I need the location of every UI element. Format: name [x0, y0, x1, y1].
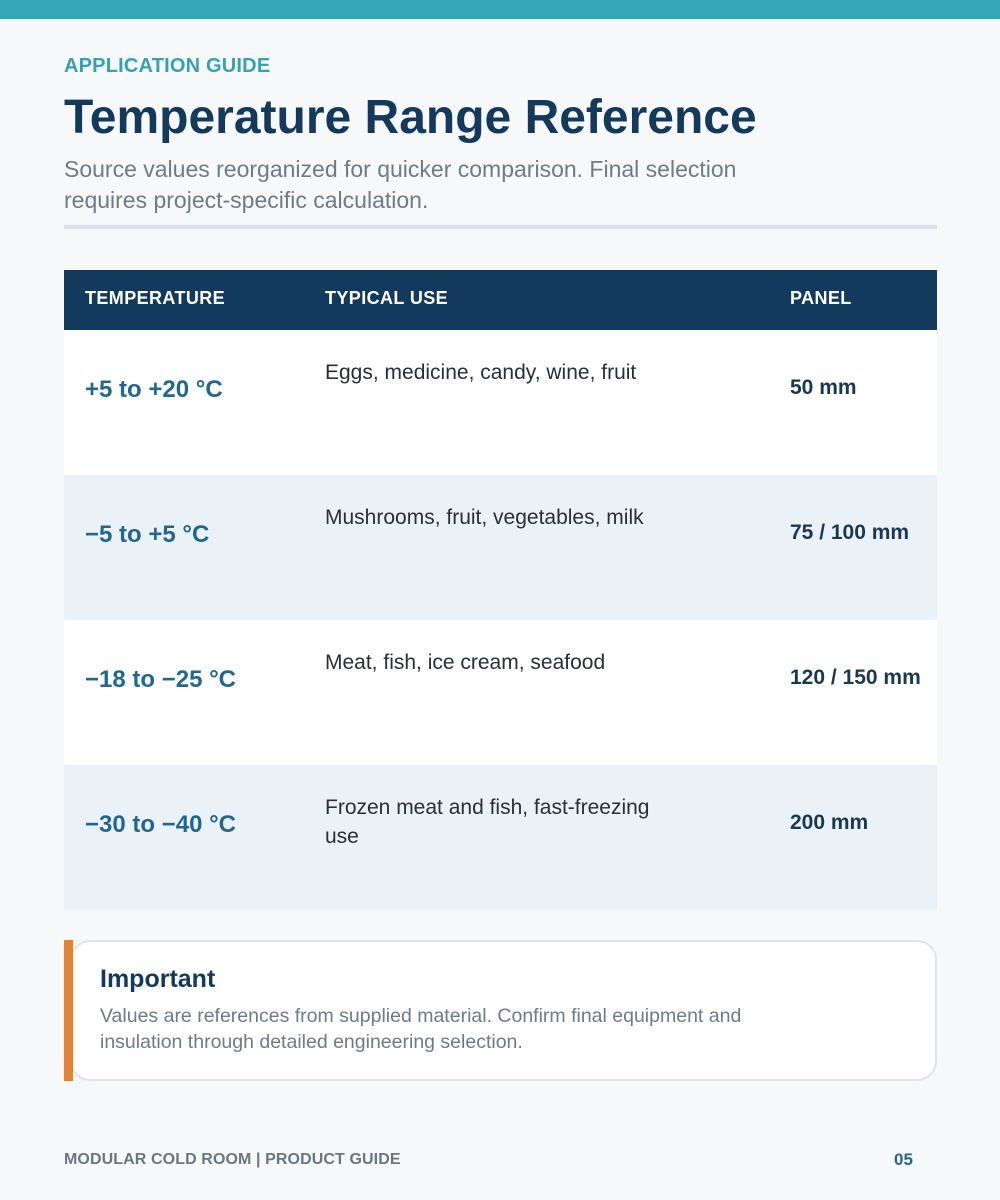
header-divider	[64, 225, 937, 229]
table-row	[64, 765, 937, 910]
page-number: 05	[894, 1150, 913, 1169]
typical-use-cell: Meat, fish, ice cream, seafood	[325, 651, 606, 674]
table-header	[64, 270, 937, 330]
typical-use-cell: Eggs, medicine, candy, wine, fruit	[325, 361, 637, 384]
footer-document-title: MODULAR COLD ROOM | PRODUCT GUIDE	[64, 1151, 401, 1168]
temperature-cell: +5 to +20 °C	[85, 376, 223, 403]
column-header-typical-use: TYPICAL USE	[325, 288, 449, 308]
panel-cell: 50 mm	[790, 376, 857, 399]
temperature-range-table	[64, 270, 937, 910]
section-eyebrow: APPLICATION GUIDE	[64, 55, 271, 77]
temperature-cell: −30 to −40 °C	[85, 811, 237, 838]
panel-cell: 120 / 150 mm	[790, 666, 921, 689]
note-accent-bar	[64, 940, 73, 1081]
note-body: Values are references from supplied material. Confirm final equipment and insulation through detailed engineering selection.	[100, 1005, 742, 1053]
temperature-cell: −5 to +5 °C	[85, 521, 210, 548]
column-header-temperature: TEMPERATURE	[85, 288, 226, 308]
panel-cell: 200 mm	[790, 811, 869, 834]
panel-cell: 75 / 100 mm	[790, 521, 910, 544]
note-card	[70, 940, 937, 1081]
temperature-cell: −18 to −25 °C	[85, 666, 237, 693]
page-subtitle: Source values reorganized for quicker comparison. Final selection requires project-specific calculation.	[64, 156, 737, 213]
typical-use-cell: Frozen meat and fish, fast-freezing use	[325, 796, 650, 848]
top-accent-bar	[0, 0, 1000, 19]
typical-use-cell: Mushrooms, fruit, vegetables, milk	[325, 506, 644, 529]
note-title: Important	[100, 965, 216, 993]
page-title: Temperature Range Reference	[64, 91, 757, 144]
table-row	[64, 620, 937, 765]
column-header-panel: PANEL	[790, 288, 852, 308]
important-note	[64, 940, 937, 1081]
table-row	[64, 475, 937, 620]
table-row	[64, 330, 937, 475]
